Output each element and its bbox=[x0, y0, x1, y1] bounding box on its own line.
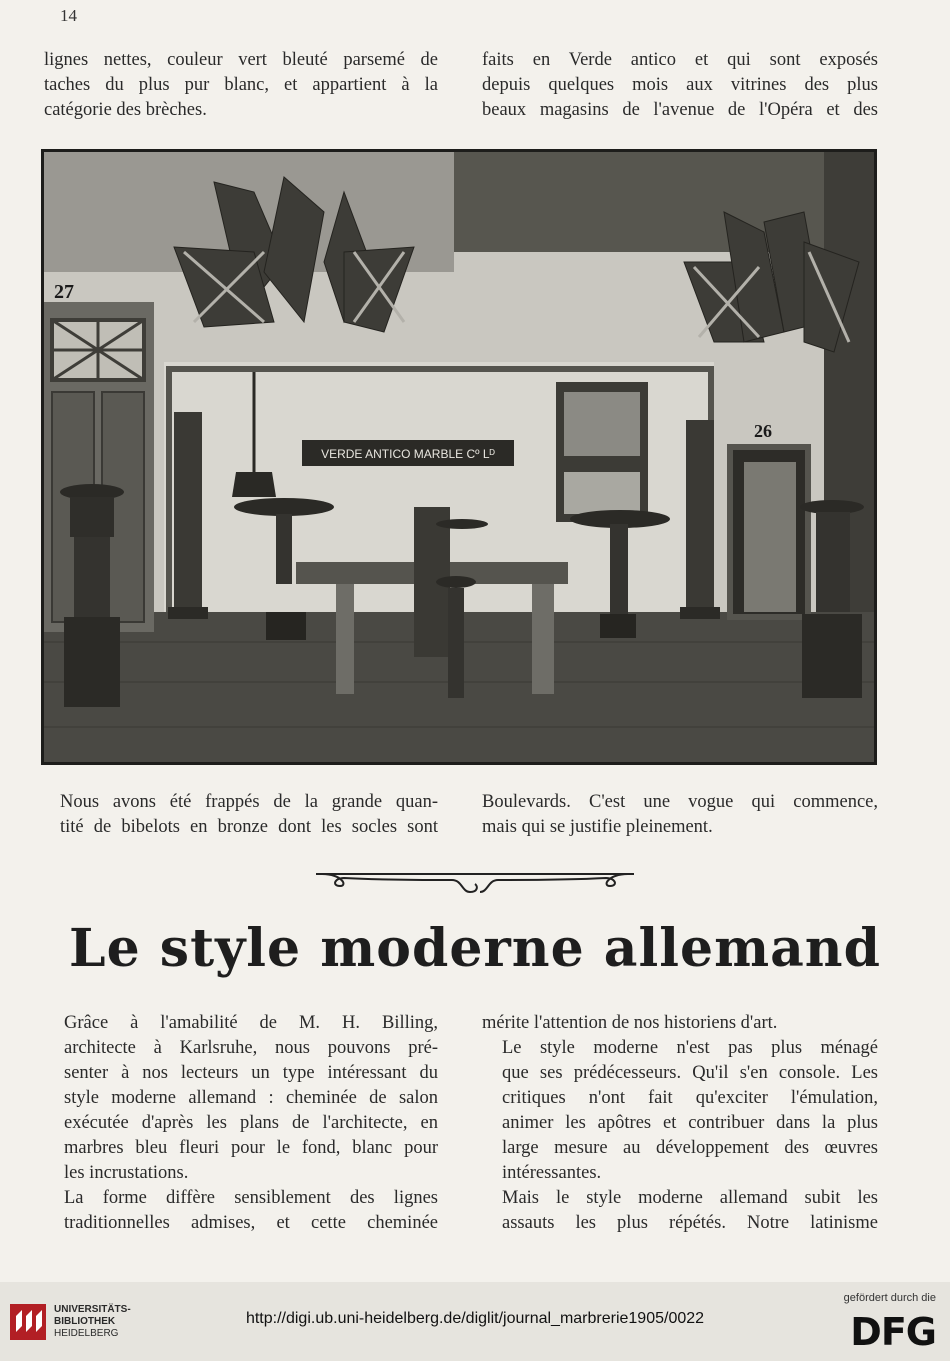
mid-right-column bbox=[482, 790, 878, 840]
top-right-column bbox=[482, 48, 878, 123]
top-left-column bbox=[44, 48, 438, 123]
source-url-link[interactable]: http://digi.ub.uni-heidelberg.de/diglit/journal_marbrerie1905/0022 bbox=[245, 1310, 705, 1327]
text-line: lignes nettes, couleur vert bleuté parsemé de bbox=[44, 50, 438, 70]
text-line: les incrustations. bbox=[64, 1163, 189, 1183]
library-name: UNIVERSITÄTS- BIBLIOTHEK HEIDELBERG bbox=[54, 1304, 131, 1339]
text-line: senter à nos lecteurs un type intéressant du bbox=[64, 1063, 438, 1083]
paragraph bbox=[44, 1011, 438, 1186]
text-line: critiques n'ont fait qu'exciter l'émulation, bbox=[502, 1088, 878, 1108]
text-line: catégorie des brèches. bbox=[44, 100, 207, 120]
text-line: Nous avons été frappés de la grande quan- bbox=[60, 792, 438, 812]
text-line: intéressantes. bbox=[502, 1163, 602, 1183]
text-line: Grâce à l'amabilité de M. H. Billing, bbox=[64, 1013, 438, 1033]
paragraph bbox=[44, 1186, 438, 1236]
text-line: Mais le style moderne allemand subit les bbox=[502, 1188, 878, 1208]
article-heading: Le style moderne allemand bbox=[69, 918, 881, 979]
library-footer bbox=[0, 1282, 950, 1361]
text-line: La forme diffère sensiblement des lignes bbox=[64, 1188, 438, 1208]
bottom-left-column bbox=[44, 1011, 438, 1236]
photo-scene bbox=[44, 152, 874, 762]
text-line: depuis quelques mois aux vitrines des plus bbox=[482, 75, 878, 95]
dfg-logo: DFG bbox=[850, 1310, 936, 1354]
text-line: Boulevards. C'est une vogue qui commence, bbox=[482, 792, 878, 812]
text-line: exécutée d'après les plans de l'architecte, en bbox=[64, 1113, 438, 1133]
paragraph bbox=[482, 1011, 878, 1036]
text-line: mais qui se justifie pleinement. bbox=[482, 817, 713, 837]
paragraph bbox=[482, 1036, 878, 1186]
funder-caption: gefördert durch die bbox=[843, 1292, 936, 1304]
bottom-right-column bbox=[482, 1011, 878, 1236]
text-line: marbres bleu fleuri pour le fond, blanc pour bbox=[64, 1138, 438, 1158]
text-line: architecte à Karlsruhe, nous pouvons pré- bbox=[64, 1038, 438, 1058]
text-line: style moderne allemand : cheminée de salon bbox=[64, 1088, 438, 1108]
text-line: traditionnelles admises, et cette cheminée bbox=[64, 1213, 438, 1233]
text-line: mérite l'attention de nos historiens d'art. bbox=[482, 1013, 778, 1033]
booth-number-left: 27 bbox=[54, 281, 74, 303]
page-number: 14 bbox=[60, 6, 77, 25]
mid-left-column bbox=[60, 790, 438, 840]
company-sign: VERDE ANTICO MARBLE Cº Lᴰ bbox=[321, 447, 495, 461]
paragraph bbox=[482, 1186, 878, 1236]
text-line: beaux magasins de l'avenue de l'Opéra et des bbox=[482, 100, 878, 120]
text-line: animer les apôtres et contribuer dans la plus bbox=[502, 1113, 878, 1133]
text-line: faits en Verde antico et qui sont exposés bbox=[482, 50, 878, 70]
text-line: taches du plus pur blanc, et appartient à la bbox=[44, 75, 438, 95]
text-line: tité de bibelots en bronze dont les socles sont bbox=[60, 817, 438, 837]
ornament-divider bbox=[312, 866, 638, 900]
text-line: Le style moderne n'est pas plus ménagé bbox=[502, 1038, 878, 1058]
text-line: que ses prédécesseurs. Qu'il s'en console. Les bbox=[502, 1063, 878, 1083]
booth-number-right: 26 bbox=[754, 421, 772, 441]
text-line: large mesure au développement des œuvres bbox=[502, 1138, 878, 1158]
exhibition-photograph bbox=[41, 149, 877, 765]
text-line: assauts les plus répétés. Notre latinisme bbox=[502, 1213, 878, 1233]
